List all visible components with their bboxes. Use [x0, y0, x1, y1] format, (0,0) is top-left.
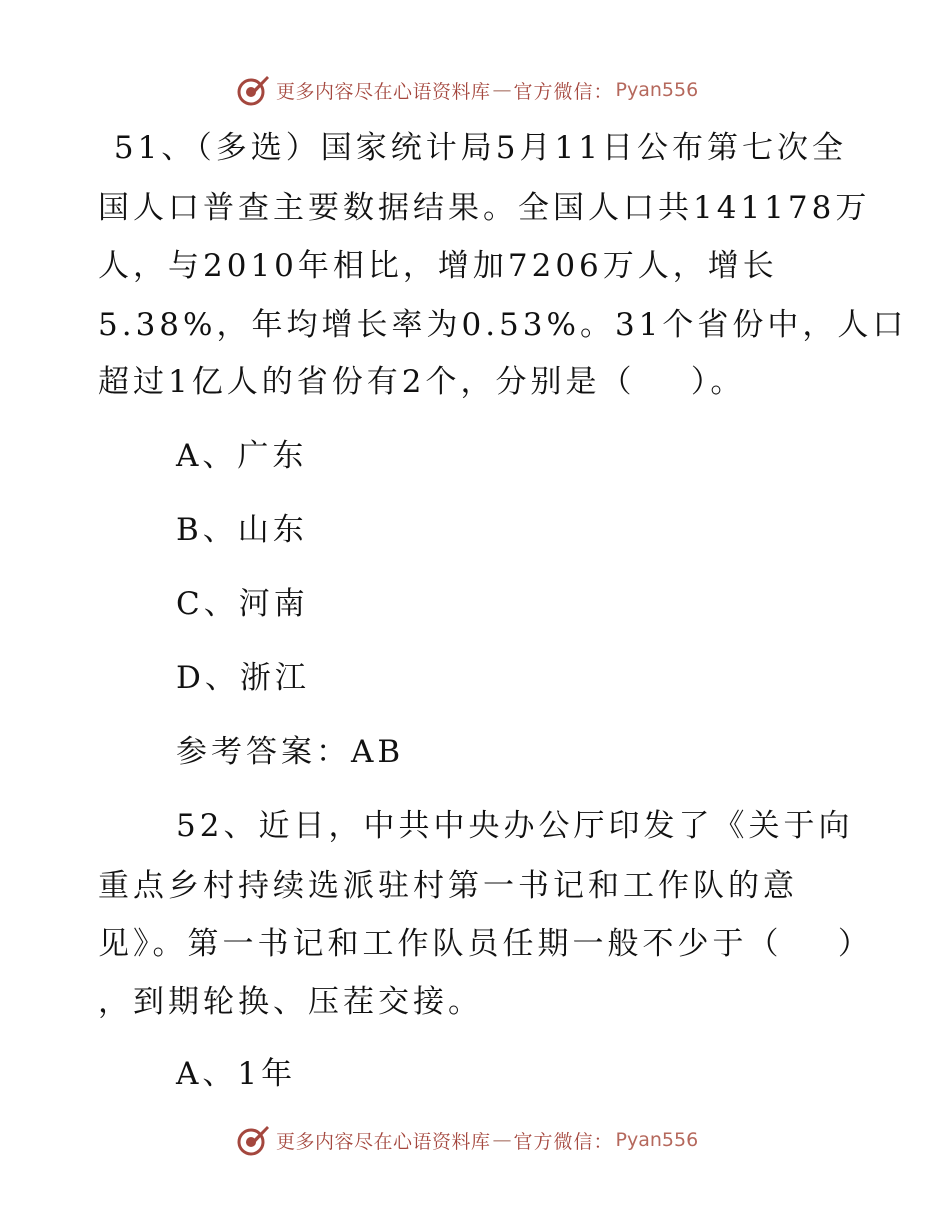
watermark-handle: Pyan556: [615, 79, 699, 101]
quill-logo-icon: [236, 1123, 270, 1157]
question-51-line-1: 51、（多选）国家统计局5月11日公布第七次全: [100, 130, 847, 166]
question-52-line-4: ，到期轮换、压茬交接。: [98, 984, 483, 1020]
watermark-dash: —: [492, 79, 512, 101]
question-52-option-a: A、1年: [176, 1056, 297, 1092]
watermark-brand: 更多内容尽在心语资料库: [276, 80, 491, 103]
watermark-brand: 更多内容尽在心语资料库: [276, 1130, 491, 1153]
watermark-dash: —: [492, 1129, 512, 1151]
watermark-handle: Pyan556: [615, 1129, 699, 1151]
question-51-option-d: D、浙江: [176, 660, 310, 696]
question-52-line-2: 重点乡村持续选派驻村第一书记和工作队的意: [98, 868, 798, 904]
question-51-option-b: B、山东: [176, 512, 308, 548]
question-51-line-5: 超过1亿人的省份有2个，分别是（ ）。: [98, 364, 746, 400]
watermark-official-label: 官方微信：: [513, 80, 614, 103]
watermark-banner-top: [236, 70, 716, 110]
quill-logo-icon: [236, 73, 270, 107]
question-51-line-4: 5.38%，年均增长率为0.53%。31个省份中，人口: [98, 307, 908, 343]
question-51-option-c: C、河南: [176, 586, 309, 622]
question-51-line-2: 国人口普查主要数据结果。全国人口共141178万: [98, 190, 871, 226]
question-52-line-1: 52、近日，中共中央办公厅印发了《关于向: [176, 808, 854, 844]
watermark-banner-bottom: [236, 1120, 716, 1160]
watermark-official-label: 官方微信：: [513, 1130, 614, 1153]
question-52-line-3: 见》。第一书记和工作队员任期一般不少于（ ）: [98, 926, 873, 962]
question-51-line-3: 人，与2010年相比，增加7206万人，增长: [98, 248, 778, 284]
question-51-option-a: A、广东: [176, 438, 308, 474]
question-51-answer: 参考答案：AB: [176, 734, 405, 770]
